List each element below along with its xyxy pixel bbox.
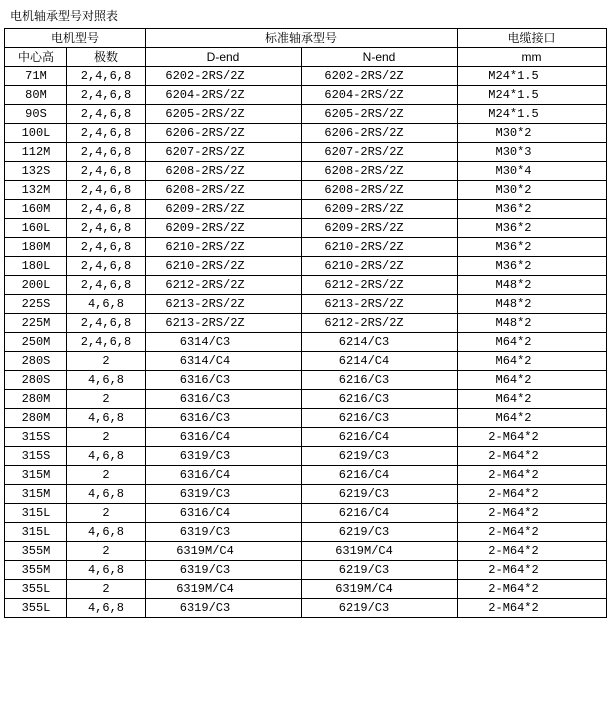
cell-cable-entry-text: 2-M64*2 <box>488 430 539 444</box>
cell-cable-entry-text: M64*2 <box>495 335 532 349</box>
cell-poles: 2,4,6,8 <box>67 200 145 219</box>
cell-n-end <box>301 67 457 86</box>
cell-cable-entry-text: 2-M64*2 <box>488 449 539 463</box>
cell-d-end-text: 6213-2RS/2Z <box>165 297 245 311</box>
cell-frame-size: 315S <box>5 447 67 466</box>
cell-d-end <box>145 86 301 105</box>
cell-frame-size: 112M <box>5 143 67 162</box>
table-row <box>5 219 606 238</box>
cell-cable-entry <box>457 390 606 409</box>
cell-n-end-text: 6210-2RS/2Z <box>324 259 404 273</box>
cell-n-end <box>301 162 457 181</box>
table-row <box>5 466 606 485</box>
cell-frame-size: 250M <box>5 333 67 352</box>
cell-d-end-text: 6209-2RS/2Z <box>165 221 245 235</box>
cell-n-end <box>301 333 457 352</box>
cell-d-end-text: 6208-2RS/2Z <box>165 183 245 197</box>
cell-n-end <box>301 542 457 561</box>
table-row <box>5 390 606 409</box>
table-row <box>5 504 606 523</box>
cell-n-end <box>301 371 457 390</box>
cell-n-end-text: 6204-2RS/2Z <box>324 88 404 102</box>
cell-poles: 2,4,6,8 <box>67 181 145 200</box>
cell-n-end-text: 6209-2RS/2Z <box>324 221 404 235</box>
cell-n-end <box>301 200 457 219</box>
cell-cable-entry <box>457 447 606 466</box>
cell-n-end-text: 6212-2RS/2Z <box>324 278 404 292</box>
cell-cable-entry <box>457 466 606 485</box>
cell-n-end <box>301 86 457 105</box>
cell-cable-entry <box>457 67 606 86</box>
cell-n-end <box>301 143 457 162</box>
cell-d-end-text: 6316/C3 <box>179 411 231 425</box>
cell-n-end <box>301 504 457 523</box>
cell-d-end-text: 6314/C3 <box>179 335 231 349</box>
cell-frame-size: 132S <box>5 162 67 181</box>
cell-d-end <box>145 428 301 447</box>
page-title: 电机轴承型号对照表 <box>10 9 119 23</box>
cell-cable-entry-text: M48*2 <box>495 316 532 330</box>
table-header-row-sub <box>5 48 606 67</box>
cell-poles: 2,4,6,8 <box>67 124 145 143</box>
cell-n-end-text: 6208-2RS/2Z <box>324 183 404 197</box>
cell-n-end <box>301 466 457 485</box>
cell-cable-entry <box>457 162 606 181</box>
header-poles: 极数 <box>67 48 145 67</box>
cell-n-end-text: 6213-2RS/2Z <box>324 297 404 311</box>
table-body <box>5 67 606 618</box>
table-row <box>5 485 606 504</box>
cell-d-end <box>145 409 301 428</box>
cell-cable-entry-text: M64*2 <box>495 411 532 425</box>
cell-cable-entry <box>457 409 606 428</box>
cell-frame-size: 200L <box>5 276 67 295</box>
cell-poles: 4,6,8 <box>67 409 145 428</box>
cell-n-end <box>301 428 457 447</box>
cell-frame-size: 315L <box>5 504 67 523</box>
cell-n-end-text: 6209-2RS/2Z <box>324 202 404 216</box>
table-row <box>5 86 606 105</box>
cell-cable-entry-text: M30*4 <box>495 164 532 178</box>
cell-cable-entry-text: M30*2 <box>495 183 532 197</box>
cell-frame-size: 315M <box>5 466 67 485</box>
cell-frame-size: 280S <box>5 352 67 371</box>
cell-cable-entry-text: 2-M64*2 <box>488 506 539 520</box>
cell-cable-entry <box>457 523 606 542</box>
cell-n-end <box>301 238 457 257</box>
cell-d-end-text: 6319M/C4 <box>176 544 234 558</box>
cell-d-end-text: 6316/C4 <box>179 506 231 520</box>
cell-cable-entry <box>457 219 606 238</box>
cell-n-end-text: 6319M/C4 <box>335 582 393 596</box>
table-row <box>5 162 606 181</box>
cell-d-end-text: 6212-2RS/2Z <box>165 278 245 292</box>
cell-cable-entry <box>457 314 606 333</box>
cell-d-end <box>145 162 301 181</box>
table-row <box>5 447 606 466</box>
cell-poles: 4,6,8 <box>67 485 145 504</box>
cell-frame-size: 280S <box>5 371 67 390</box>
cell-d-end <box>145 67 301 86</box>
header-n-end: N-end <box>301 48 457 67</box>
cell-n-end-text: 6216/C4 <box>338 468 390 482</box>
bearing-reference-table <box>4 28 606 618</box>
cell-n-end <box>301 447 457 466</box>
cell-d-end-text: 6202-2RS/2Z <box>165 69 245 83</box>
table-row <box>5 371 606 390</box>
table-row <box>5 333 606 352</box>
cell-poles: 2 <box>67 428 145 447</box>
header-cable-entry: 电缆接口 <box>457 29 606 48</box>
cell-d-end <box>145 200 301 219</box>
cell-n-end <box>301 257 457 276</box>
cell-d-end-text: 6210-2RS/2Z <box>165 240 245 254</box>
cell-cable-entry-text: M36*2 <box>495 240 532 254</box>
cell-d-end <box>145 485 301 504</box>
cell-d-end-text: 6316/C3 <box>179 373 231 387</box>
cell-cable-entry <box>457 143 606 162</box>
cell-d-end <box>145 238 301 257</box>
cell-frame-size: 71M <box>5 67 67 86</box>
cell-d-end-text: 6316/C4 <box>179 430 231 444</box>
cell-cable-entry-text: M48*2 <box>495 297 532 311</box>
header-motor-model: 电机型号 <box>5 29 145 48</box>
cell-d-end-text: 6206-2RS/2Z <box>165 126 245 140</box>
cell-n-end-text: 6219/C3 <box>338 487 390 501</box>
cell-cable-entry-text: 2-M64*2 <box>488 525 539 539</box>
cell-cable-entry-text: M64*2 <box>495 392 532 406</box>
cell-d-end-text: 6210-2RS/2Z <box>165 259 245 273</box>
table-row <box>5 523 606 542</box>
cell-n-end-text: 6219/C3 <box>338 449 390 463</box>
cell-n-end <box>301 219 457 238</box>
cell-d-end-text: 6213-2RS/2Z <box>165 316 245 330</box>
table-row <box>5 124 606 143</box>
cell-n-end <box>301 580 457 599</box>
cell-cable-entry <box>457 561 606 580</box>
cell-frame-size: 355M <box>5 561 67 580</box>
cell-poles: 2,4,6,8 <box>67 162 145 181</box>
cell-cable-entry-text: M36*2 <box>495 221 532 235</box>
cell-d-end <box>145 447 301 466</box>
cell-d-end-text: 6316/C3 <box>179 392 231 406</box>
cell-cable-entry-text: 2-M64*2 <box>488 582 539 596</box>
table-row <box>5 276 606 295</box>
table-row <box>5 561 606 580</box>
cell-d-end-text: 6205-2RS/2Z <box>165 107 245 121</box>
cell-d-end <box>145 599 301 618</box>
cell-frame-size: 355M <box>5 542 67 561</box>
cell-d-end-text: 6319M/C4 <box>176 582 234 596</box>
cell-n-end-text: 6216/C4 <box>338 506 390 520</box>
cell-n-end-text: 6216/C3 <box>338 373 390 387</box>
cell-cable-entry <box>457 371 606 390</box>
cell-d-end-text: 6319/C3 <box>179 449 231 463</box>
cell-cable-entry <box>457 257 606 276</box>
cell-cable-entry-text: 2-M64*2 <box>488 487 539 501</box>
cell-frame-size: 315S <box>5 428 67 447</box>
table-row <box>5 542 606 561</box>
cell-cable-entry-text: M30*2 <box>495 126 532 140</box>
cell-d-end <box>145 314 301 333</box>
cell-n-end <box>301 390 457 409</box>
cell-d-end <box>145 466 301 485</box>
cell-d-end-text: 6209-2RS/2Z <box>165 202 245 216</box>
table-row <box>5 295 606 314</box>
cell-cable-entry-text: M30*3 <box>495 145 532 159</box>
cell-cable-entry-text: M36*2 <box>495 259 532 273</box>
table-row <box>5 428 606 447</box>
cell-cable-entry <box>457 428 606 447</box>
cell-frame-size: 160L <box>5 219 67 238</box>
cell-frame-size: 355L <box>5 580 67 599</box>
cell-frame-size: 80M <box>5 86 67 105</box>
table-row <box>5 580 606 599</box>
cell-cable-entry <box>457 599 606 618</box>
cell-d-end <box>145 181 301 200</box>
cell-d-end <box>145 105 301 124</box>
cell-n-end-text: 6219/C3 <box>338 563 390 577</box>
cell-n-end <box>301 295 457 314</box>
cell-d-end-text: 6319/C3 <box>179 601 231 615</box>
cell-frame-size: 132M <box>5 181 67 200</box>
cell-cable-entry-text: M24*1.5 <box>488 88 539 102</box>
cell-n-end <box>301 599 457 618</box>
cell-d-end <box>145 257 301 276</box>
cell-frame-size: 100L <box>5 124 67 143</box>
cell-frame-size: 280M <box>5 409 67 428</box>
cell-n-end-text: 6219/C3 <box>338 601 390 615</box>
cell-poles: 2,4,6,8 <box>67 276 145 295</box>
table-row <box>5 200 606 219</box>
cell-d-end <box>145 219 301 238</box>
cell-poles: 2 <box>67 580 145 599</box>
cell-n-end-text: 6214/C4 <box>338 354 390 368</box>
cell-n-end-text: 6202-2RS/2Z <box>324 69 404 83</box>
cell-n-end-text: 6205-2RS/2Z <box>324 107 404 121</box>
cell-n-end-text: 6206-2RS/2Z <box>324 126 404 140</box>
cell-poles: 4,6,8 <box>67 371 145 390</box>
cell-n-end-text: 6208-2RS/2Z <box>324 164 404 178</box>
cell-n-end <box>301 409 457 428</box>
cell-d-end <box>145 542 301 561</box>
cell-d-end <box>145 371 301 390</box>
cell-cable-entry <box>457 504 606 523</box>
cell-cable-entry-text: M36*2 <box>495 202 532 216</box>
cell-cable-entry-text: M64*2 <box>495 373 532 387</box>
cell-poles: 2,4,6,8 <box>67 143 145 162</box>
header-d-end: D-end <box>145 48 301 67</box>
cell-poles: 2 <box>67 352 145 371</box>
cell-poles: 4,6,8 <box>67 523 145 542</box>
cell-d-end <box>145 580 301 599</box>
cell-frame-size: 355L <box>5 599 67 618</box>
cell-n-end-text: 6207-2RS/2Z <box>324 145 404 159</box>
table-row <box>5 314 606 333</box>
cell-n-end-text: 6216/C3 <box>338 392 390 406</box>
cell-d-end-text: 6316/C4 <box>179 468 231 482</box>
table-row <box>5 599 606 618</box>
cell-cable-entry <box>457 276 606 295</box>
cell-frame-size: 90S <box>5 105 67 124</box>
header-frame-size: 中心高 <box>5 48 67 67</box>
table-row <box>5 257 606 276</box>
cell-cable-entry-text: M24*1.5 <box>488 107 539 121</box>
cell-poles: 2,4,6,8 <box>67 219 145 238</box>
table-row <box>5 238 606 257</box>
cell-cable-entry-text: 2-M64*2 <box>488 563 539 577</box>
cell-n-end <box>301 523 457 542</box>
cell-poles: 2 <box>67 504 145 523</box>
cell-d-end-text: 6314/C4 <box>179 354 231 368</box>
cell-n-end-text: 6210-2RS/2Z <box>324 240 404 254</box>
cell-n-end <box>301 181 457 200</box>
cell-d-end-text: 6319/C3 <box>179 563 231 577</box>
cell-poles: 4,6,8 <box>67 561 145 580</box>
cell-cable-entry-text: M24*1.5 <box>488 69 539 83</box>
cell-n-end <box>301 352 457 371</box>
cell-n-end-text: 6319M/C4 <box>335 544 393 558</box>
cell-n-end-text: 6216/C4 <box>338 430 390 444</box>
cell-d-end <box>145 390 301 409</box>
cell-d-end <box>145 523 301 542</box>
cell-poles: 2 <box>67 466 145 485</box>
table-header <box>5 29 606 67</box>
cell-poles: 2,4,6,8 <box>67 105 145 124</box>
table-row <box>5 143 606 162</box>
cell-frame-size: 280M <box>5 390 67 409</box>
cell-d-end <box>145 124 301 143</box>
cell-n-end <box>301 561 457 580</box>
cell-cable-entry <box>457 124 606 143</box>
cell-n-end-text: 6214/C3 <box>338 335 390 349</box>
cell-frame-size: 160M <box>5 200 67 219</box>
cell-n-end-text: 6216/C3 <box>338 411 390 425</box>
cell-n-end-text: 6219/C3 <box>338 525 390 539</box>
cell-cable-entry <box>457 105 606 124</box>
cell-cable-entry-text: 2-M64*2 <box>488 468 539 482</box>
cell-poles: 2,4,6,8 <box>67 86 145 105</box>
cell-d-end-text: 6204-2RS/2Z <box>165 88 245 102</box>
cell-d-end-text: 6319/C3 <box>179 525 231 539</box>
cell-cable-entry <box>457 238 606 257</box>
cell-n-end <box>301 314 457 333</box>
cell-cable-entry-text: M64*2 <box>495 354 532 368</box>
cell-frame-size: 315L <box>5 523 67 542</box>
cell-poles: 2,4,6,8 <box>67 257 145 276</box>
cell-cable-entry <box>457 542 606 561</box>
cell-d-end <box>145 504 301 523</box>
cell-poles: 2,4,6,8 <box>67 314 145 333</box>
cell-cable-entry-text: M48*2 <box>495 278 532 292</box>
cell-n-end <box>301 124 457 143</box>
table-row <box>5 105 606 124</box>
cell-d-end <box>145 295 301 314</box>
cell-cable-entry <box>457 295 606 314</box>
cell-cable-entry <box>457 580 606 599</box>
cell-cable-entry <box>457 86 606 105</box>
cell-cable-entry <box>457 485 606 504</box>
table-header-row-main <box>5 29 606 48</box>
cell-poles: 4,6,8 <box>67 447 145 466</box>
cell-d-end-text: 6208-2RS/2Z <box>165 164 245 178</box>
cell-frame-size: 315M <box>5 485 67 504</box>
cell-poles: 4,6,8 <box>67 599 145 618</box>
cell-cable-entry <box>457 200 606 219</box>
header-standard-bearing: 标准轴承型号 <box>145 29 457 48</box>
cell-d-end <box>145 352 301 371</box>
cell-frame-size: 180L <box>5 257 67 276</box>
cell-poles: 2,4,6,8 <box>67 67 145 86</box>
cell-d-end <box>145 276 301 295</box>
cell-cable-entry <box>457 352 606 371</box>
header-cable-units: mm <box>457 48 606 67</box>
cell-d-end <box>145 143 301 162</box>
cell-n-end <box>301 105 457 124</box>
cell-d-end <box>145 333 301 352</box>
table-row <box>5 409 606 428</box>
cell-poles: 2 <box>67 542 145 561</box>
cell-cable-entry <box>457 333 606 352</box>
cell-cable-entry <box>457 181 606 200</box>
cell-n-end <box>301 485 457 504</box>
table-row <box>5 352 606 371</box>
cell-poles: 2,4,6,8 <box>67 238 145 257</box>
cell-frame-size: 180M <box>5 238 67 257</box>
cell-cable-entry-text: 2-M64*2 <box>488 544 539 558</box>
cell-cable-entry-text: 2-M64*2 <box>488 601 539 615</box>
cell-d-end-text: 6319/C3 <box>179 487 231 501</box>
cell-poles: 2,4,6,8 <box>67 333 145 352</box>
cell-poles: 2 <box>67 390 145 409</box>
cell-frame-size: 225S <box>5 295 67 314</box>
cell-d-end <box>145 561 301 580</box>
cell-d-end-text: 6207-2RS/2Z <box>165 145 245 159</box>
cell-frame-size: 225M <box>5 314 67 333</box>
table-row <box>5 181 606 200</box>
cell-n-end <box>301 276 457 295</box>
table-row <box>5 67 606 86</box>
cell-n-end-text: 6212-2RS/2Z <box>324 316 404 330</box>
cell-poles: 4,6,8 <box>67 295 145 314</box>
